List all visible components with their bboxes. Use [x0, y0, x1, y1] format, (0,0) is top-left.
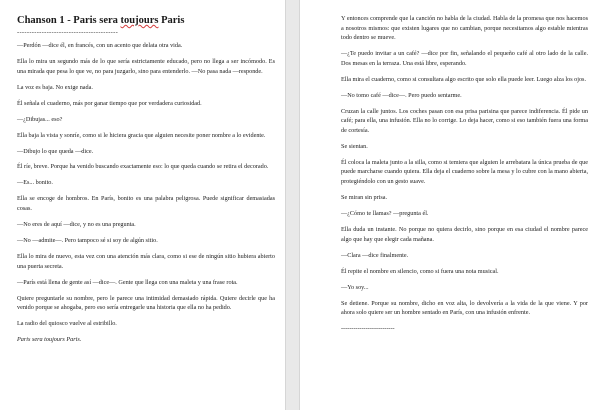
paragraph: La radio del quiosco vuelve al estribillo.	[17, 320, 117, 328]
chapter-title	[17, 14, 275, 27]
paragraph: —No —admite—. Pero tampoco sé si soy de algún sitio.	[17, 237, 158, 245]
paragraph: Él coloca la maleta junto a la silla, como si temiera que alguien le arrebatara la única prueba de que puede marcharse cuando quiera. Ella deja el cuaderno sobre la mesa y lo cubre con la mano abierta, protegiéndolo con un gesto suave.	[341, 158, 588, 186]
paragraph: —¿Te puedo invitar a un café? —dice por fin, señalando el pequeño café al otro lado de la calle. Dos mesas en la terraza. Una está libre, esperando.	[341, 50, 588, 67]
paragraph: Ella baja la vista y sonríe, como si le hiciera gracia que alguien necesite poner nombre a lo evidente.	[17, 131, 266, 139]
paragraph: —No tomo café —dice—. Pero puedo sentarme.	[341, 91, 462, 99]
paragraph: Paris sera toujours Paris.	[17, 336, 82, 344]
paragraph: —Dibujo lo que queda —dice.	[17, 147, 94, 155]
paragraph: La voz es baja. No exige nada.	[17, 83, 93, 91]
page-left[interactable]	[0, 0, 285, 410]
paragraph: Él repite el nombre en silencio, como si fuera una nota musical.	[341, 267, 499, 275]
paragraph: Ella se encoge de hombros. En París, bonito es una palabra peligrosa. Puede significar demasiadas cosas.	[17, 195, 275, 213]
chapter-title-end: Paris	[158, 15, 185, 26]
right-page-body	[341, 14, 588, 334]
paragraph: Se miran sin prisa.	[341, 194, 388, 202]
paragraph: —París está llena de gente así —dice—. Gente que llega con una maleta y una frase rota.	[17, 278, 238, 286]
paragraph: —Yo soy...	[341, 283, 369, 291]
spellcheck-flagged-word[interactable]: toujours	[120, 15, 159, 26]
paragraph: Ella lo mira un segundo más de lo que sería estrictamente educado, pero no llega a ser incómodo. Es una mirada que pesa lo que ve, no para juzgarlo, sino para entenderlo. —No pasa nada —responde.	[17, 57, 275, 75]
paragraph: --------------------------	[341, 325, 395, 333]
left-page-body	[17, 41, 275, 345]
paragraph: Se sientan.	[341, 142, 368, 150]
page-right[interactable]	[300, 0, 600, 410]
paragraph: —Clara —dice finalmente.	[341, 251, 409, 259]
paragraph: Ella duda un instante. No porque no quiera decirlo, sino porque en esa ciudad el nombre parece algo que hay que elegir cada mañana.	[341, 226, 588, 243]
paragraph: —Perdón —dice él, en francés, con un acento que delata otra vida.	[17, 42, 183, 49]
paragraph: —¿Dibujas... eso?	[17, 115, 63, 123]
title-separator: -----------------------------------------	[17, 29, 119, 36]
paragraph: Se detiene. Porque su nombre, dicho en voz alta, lo devolvería a la vida de la que viene. Y por ahora solo quiere ser un hombre sentado en París, con una infusión enfrente.	[341, 299, 588, 317]
paragraph: Quiere preguntarle su nombre, pero le parece una intimidad demasiado rápida. Quiere decirle que ha venido porque se ahogaba, pero eso sería entregarle una historia que ella no ha pedido.	[17, 294, 275, 312]
paragraph: Él señala el cuaderno, más por ganar tiempo que por verdadera curiosidad.	[17, 99, 202, 107]
paragraph: —No eres de aquí —dice, y no es una pregunta.	[17, 221, 136, 229]
paragraph: Él ríe, breve. Porque ha venido buscando exactamente eso: lo que queda cuando se retira el decorado.	[17, 163, 269, 171]
paragraph: Y entonces comprende que la canción no habla de la ciudad. Habla de la promesa que nos hacemos a nosotros mismos: que existen lugares que no cambian, porque necesitamos algo estable mientras todo dentro se mueve.	[341, 15, 588, 42]
paragraph: Ella mira el cuaderno, como si consultara algo escrito que solo ella puede leer. Luego alza los ojos.	[341, 75, 587, 83]
paragraph: —¿Cómo te llamas? —pregunta él.	[341, 210, 429, 218]
paragraph: Ella lo mira de nuevo, esta vez con una atención más clara, como si ese de ningún sitio hubiera abierto una puerta secreta.	[17, 253, 275, 270]
chapter-title-start: Chanson 1 - Paris sera	[17, 15, 121, 26]
page-gutter	[285, 0, 300, 410]
paragraph: —Es... bonito.	[17, 179, 53, 187]
paragraph: Cruzan la calle juntos. Los coches pasan con esa prisa parisina que parece indiferencia. Él pide un café; para ella, una infusión. Ella no lo corrige. Lo deja hacer, como si eso también fuera una forma de cortesía.	[341, 107, 588, 134]
